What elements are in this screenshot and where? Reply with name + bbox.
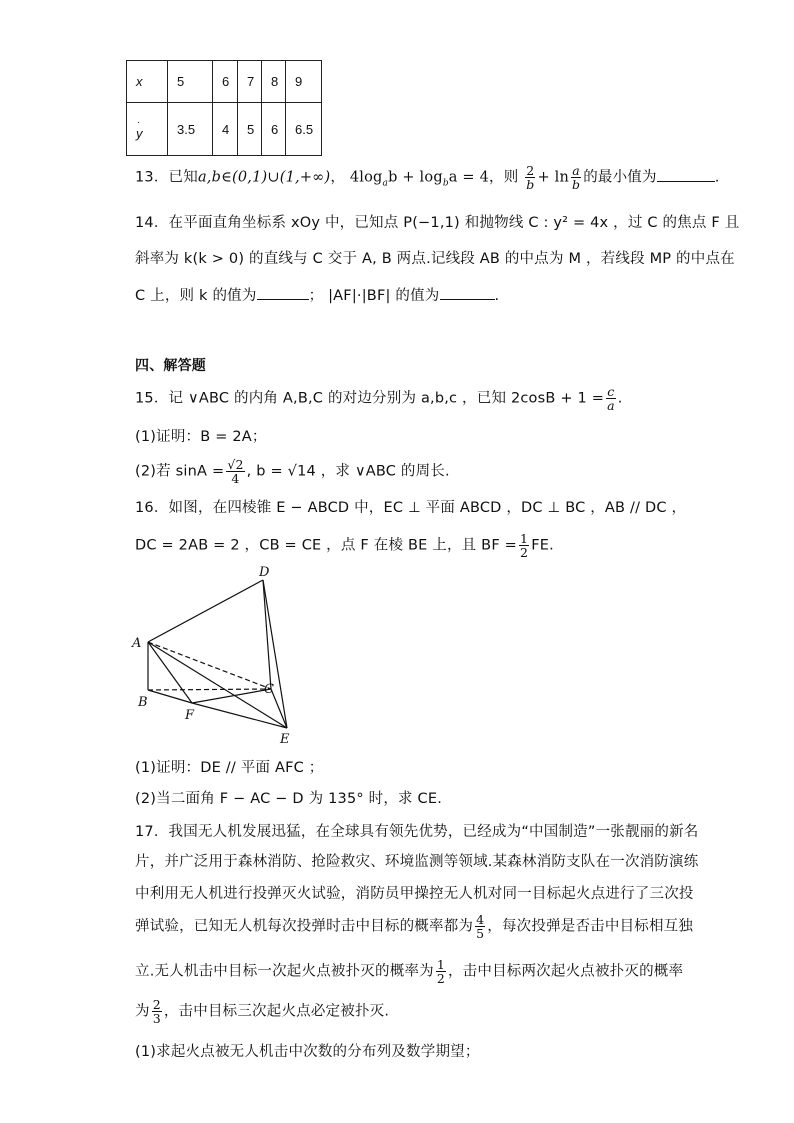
- table-cell: 5: [238, 103, 262, 156]
- label-D: D: [259, 565, 270, 580]
- question-13: 13．已知a,b∈(0,1)∪(1,+∞)， $4\log_ab + \log_ba = 4$，则 $\frac{2}{b}$ + ln $\frac{a}{b}$ 的最小值为 .: [135, 163, 720, 192]
- question-15-part-1: (1)证明：B = 2A；: [135, 429, 267, 445]
- table-row-x: [127, 61, 322, 103]
- edge-AF: [148, 642, 192, 703]
- question-17-part-1: (1)求起火点被无人机击中次数的分布列及数学期望；: [135, 1044, 480, 1060]
- question-16-line-2: DC = 2AB = 2 ，CB = CE ，点 F 在棱 BE 上，且 BF = $\frac{1}{2}$ FE.: [135, 531, 554, 560]
- question-14-line-1: 14．在平面直角坐标系 xOy 中，已知点 P(−1,1) 和抛物线 C : y² = 4x ，过 C 的焦点 F 且: [135, 215, 740, 231]
- question-16-part-2: (2)当二面角 F − AC − D 为 135° 时，求 CE.: [135, 791, 443, 807]
- table-cell: 6: [262, 103, 286, 156]
- fraction: $\frac{1}{2}$: [436, 957, 445, 986]
- answer-blank: [657, 180, 715, 182]
- fraction: $\frac{c}{a}$: [607, 384, 615, 413]
- fraction: $\frac{2}{b}$: [526, 163, 535, 192]
- label-F: F: [185, 708, 195, 723]
- label-B: B: [138, 695, 148, 710]
- pyramid-figure: [130, 560, 310, 750]
- fraction: $\frac{a}{b}$: [572, 163, 581, 192]
- table-cell: 8: [262, 61, 286, 103]
- fraction: $\frac{√2}{4}$: [227, 457, 244, 486]
- question-17-line-4: 弹试验，已知无人机每次投弹时击中目标的概率都为 $\frac{4}{5}$ ，每次投弹是否击中目标相互独: [135, 912, 694, 941]
- edge-FE: [192, 703, 287, 728]
- edge-AD: [148, 580, 263, 642]
- question-14-line-2: 斜率为 k(k > 0) 的直线与 C 交于 A, B 两点.记线段 AB 的中点为 M ，若线段 MP 的中点在: [135, 251, 735, 267]
- question-17-line-5: 立.无人机击中目标一次起火点被扑灭的概率为 $\frac{1}{2}$ ，击中目标两次起火点被扑灭的概率: [135, 957, 684, 986]
- edge-DC: [263, 580, 271, 689]
- answer-blank: [440, 298, 495, 300]
- edge-BC: [148, 689, 271, 690]
- question-15-line-1: 15．记 ∨ABC 的内角 A,B,C 的对边分别为 a,b,c ，已知 2cosB + 1 = $\frac{c}{a}$ .: [135, 384, 623, 413]
- table-cell: 6.5: [286, 103, 322, 156]
- fraction: $\frac{4}{5}$: [476, 912, 485, 941]
- edge-AC: [148, 642, 271, 689]
- question-14-line-3: C 上，则 k 的值为 ； |AF|·|BF| 的值为 .: [135, 288, 500, 304]
- table-header-x: x: [127, 61, 168, 103]
- table-header-y: · y: [127, 103, 168, 156]
- edge-FC: [192, 689, 271, 703]
- table-cell: 4: [213, 103, 238, 156]
- edge-BF: [148, 690, 192, 703]
- data-table: [126, 60, 322, 156]
- question-16-line-1: 16．如图，在四棱锥 E − ABCD 中，EC ⊥ 平面 ABCD ，DC ⊥ BC ，AB // DC ，: [135, 500, 687, 516]
- fraction: $\frac{2}{3}$: [152, 997, 161, 1026]
- label-C: C: [264, 682, 274, 697]
- question-16-part-1: (1)证明：DE // 平面 AFC ；: [135, 760, 324, 776]
- table-cell: 5: [168, 61, 213, 103]
- edge-DE: [263, 580, 287, 728]
- question-17-line-1: 17．我国无人机发展迅猛，在全球具有领先优势，已经成为“中国制造”一张靓丽的新名: [135, 824, 699, 840]
- label-E: E: [280, 732, 290, 747]
- answer-blank: [257, 298, 309, 300]
- question-17-line-3: 中利用无人机进行投弹灭火试验，消防员甲操控无人机对同一目标起火点进行了三次投: [135, 886, 694, 902]
- table-cell: 7: [238, 61, 262, 103]
- question-15-part-2: (2)若 sinA = $\frac{√2}{4}$ , b = √14 ，求 ∨ABC 的周长.: [135, 457, 450, 486]
- table-row-y: [127, 103, 322, 156]
- table-cell: 6: [213, 61, 238, 103]
- table-cell: 3.5: [168, 103, 213, 156]
- table-cell: 9: [286, 61, 322, 103]
- label-A: A: [132, 636, 142, 651]
- question-17-line-6: 为 $\frac{2}{3}$ ，击中目标三次起火点必定被扑灭.: [135, 997, 390, 1026]
- question-17-line-2: 片，并广泛用于森林消防、抢险救灾、环境监测等领域.某森林消防支队在一次消防演练: [135, 854, 699, 870]
- section-title: 四、解答题: [135, 358, 206, 374]
- fraction: $\frac{1}{2}$: [520, 531, 529, 560]
